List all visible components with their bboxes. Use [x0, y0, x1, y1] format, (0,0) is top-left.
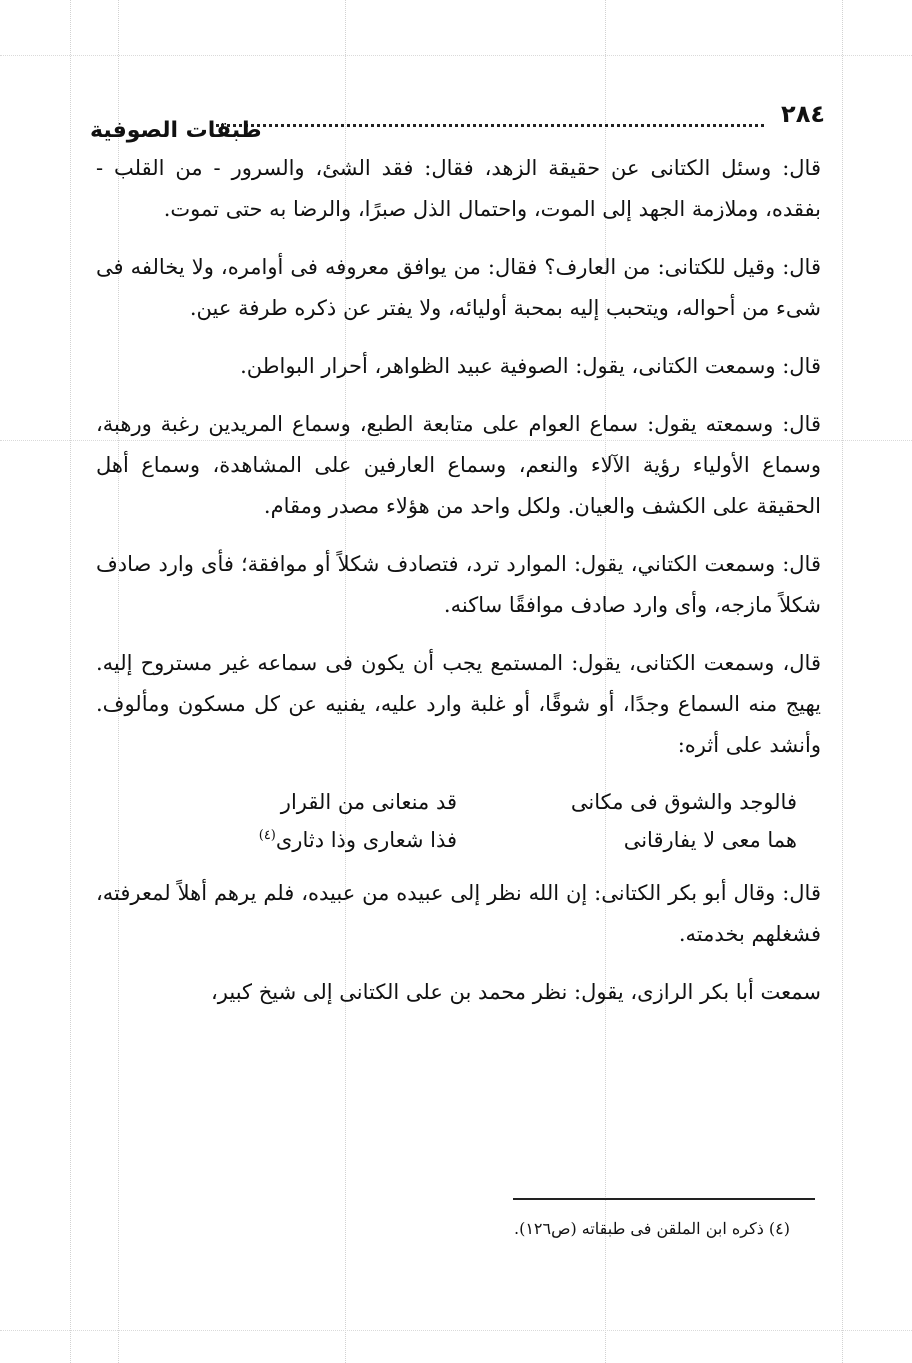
poem — [96, 783, 821, 859]
page-number: ٢٨٤ — [781, 100, 825, 128]
paragraph: سمعت أبا بكر الرازى، يقول: نظر محمد بن على الكتانى إلى شيخ كبير، — [211, 980, 821, 1004]
book-title: طبقات الصوفية — [90, 118, 262, 143]
scan-guide-line — [0, 55, 912, 56]
hemistich: فالوجد والشوق فى مكانى — [570, 790, 797, 814]
paragraph: قال: وسمعته يقول: سماع العوام على متابعة الطبع، وسماع المريدين رغبة ورهبة، وسماع الأولياء رؤية الآلاء والنعم، وسماع العارفين على المشاهدة، وسماع أهل الحقيقة على الكشف والعيان. ولكل واحد من هؤلاء مصدر ومقام. — [96, 412, 821, 518]
hemistich: قد منعانى من القرار — [280, 790, 457, 814]
hemistich: هما معى لا يفارقانى — [623, 828, 797, 852]
running-header — [90, 100, 825, 144]
paragraph: قال: وسئل الكتانى عن حقيقة الزهد، فقال: فقد الشئ، والسرور - من القلب - بفقده، وملازمة الجهد إلى الموت، واحتمال الذل صبرًا، والرضا به حتى تموت. — [96, 156, 821, 221]
footnote-separator — [513, 1198, 815, 1200]
paragraph: قال: وقال أبو بكر الكتانى: إن الله نظر إلى عبيده من عبيده، فلم يرهم أهلاً لمعرفته، فشغلهم بخدمته. — [96, 881, 821, 946]
poem-verse — [96, 821, 797, 859]
hemistich: فذا شعارى وذا دثارى — [275, 828, 457, 852]
paragraph: قال: وسمعت الكتاني، يقول: الموارد ترد، فتصادف شكلاً أو موافقة؛ فأى وارد صادف شكلاً مازجه، وأى وارد صادف موافقًا ساكنه. — [96, 552, 821, 617]
scan-guide-line — [70, 0, 71, 1363]
paragraph: قال: وقيل للكتانى: من العارف؟ فقال: من يوافق معروفه فى أوامره، ولا يخالفه فى شىء من أحواله، ويتحبب إليه بمحبة أوليائه، ولا يفتر عن ذكره طرفة عين. — [96, 255, 821, 320]
paragraph: قال، وسمعت الكتانى، يقول: المستمع يجب أن يكون فى سماعه غير مستروح إليه. يهيج منه السماع وجدًا، أو شوقًا، أو غلبة وارد عليه، يفنيه عن كل مسكون ومألوف. وأنشد على أثره: — [96, 651, 821, 757]
footnote: (٤) ذكره ابن الملقن فى طبقاته (ص١٢٦). — [513, 1219, 790, 1238]
dotted-leader — [216, 124, 764, 127]
footnote-reference[interactable]: (٤) — [258, 828, 276, 843]
hemistich-with-footnote — [127, 821, 457, 859]
main-text — [96, 148, 821, 1030]
paragraph: قال: وسمعت الكتانى، يقول: الصوفية عبيد الظواهر، أحرار البواطن. — [240, 354, 821, 378]
scan-guide-line — [842, 0, 843, 1363]
scan-guide-line — [0, 1330, 912, 1331]
poem-verse — [96, 783, 797, 821]
